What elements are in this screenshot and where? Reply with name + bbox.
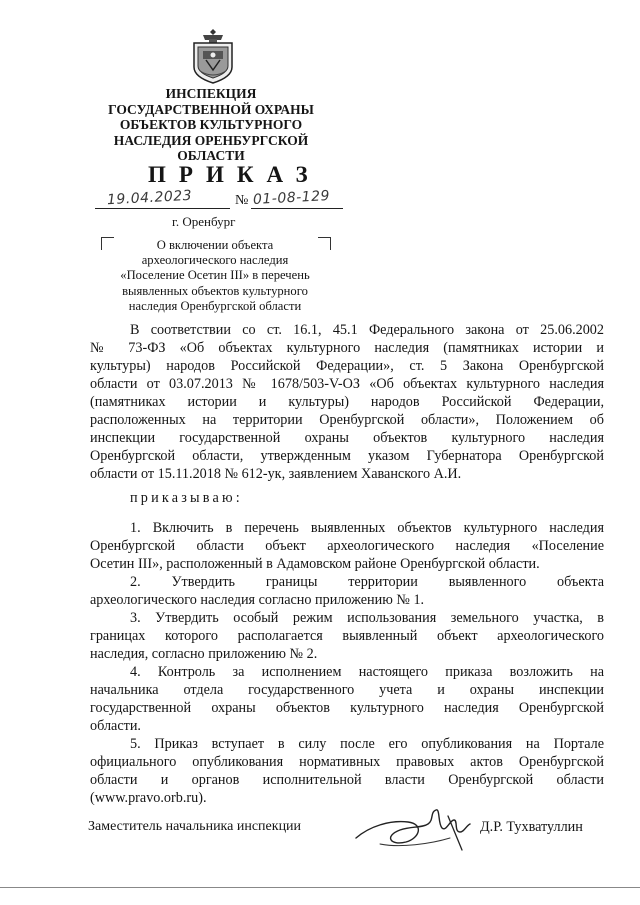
item-4-line: области.: [90, 718, 141, 734]
preamble-line: области от 03.07.2013 № 1678/503-V-ОЗ «Об объектах культурного наследия: [90, 376, 604, 392]
organization-name: [92, 86, 330, 164]
coat-of-arms-icon: [191, 27, 235, 85]
org-line: НАСЛЕДИЯ ОРЕНБУРГСКОЙ: [113, 132, 309, 148]
org-line: ГОСУДАРСТВЕННОЙ ОХРАНЫ: [108, 101, 314, 117]
item-4-line: 4. Контроль за исполнением настоящего приказа возложить на: [130, 664, 604, 680]
item-1-line: Осетин III», расположенный в Адамовском районе Оренбургской области.: [90, 556, 540, 572]
subject-block: [100, 238, 330, 314]
preamble-line: области от 15.11.2018 № 612-ук, заявлением Хаванского А.И.: [90, 466, 462, 482]
item-5-line: 5. Приказ вступает в силу после его опубликования на Портале: [130, 736, 604, 752]
subject-line: наследия Оренбургской области: [128, 298, 302, 313]
handwritten-signature: [350, 798, 480, 860]
item-3-line: границах которого располагается выявленный объект археологического: [90, 628, 604, 644]
document-date: 19.04.2023: [106, 187, 193, 209]
preamble-line: инспекции государственной охраны объектов культурного наследия: [90, 430, 604, 446]
item-1-line: Оренбургской области объект археологического наследия «Поселение: [90, 538, 604, 554]
number-underline: [251, 208, 343, 209]
item-2-line: 2. Утвердить границы территории выявленного объекта: [130, 574, 604, 590]
org-line: ОБЛАСТИ: [177, 148, 245, 164]
document-type: ПРИКАЗ: [148, 162, 321, 187]
order-word: приказываю:: [130, 490, 243, 506]
page-bottom-rule: [0, 887, 640, 888]
number-sign: №: [235, 193, 249, 208]
document-number: 01-08-129: [252, 187, 331, 209]
item-5-line: официального опубликования нормативных правовых актов Оренбургской: [90, 754, 604, 770]
preamble-line: № 73-ФЗ «Об объектах культурного наследия (памятниках истории и: [90, 340, 604, 356]
preamble-line: Оренбургской области, утвержденным указом Губернатора Оренбургской: [90, 448, 604, 464]
subject-line: выявленных объектов культурного: [122, 283, 308, 298]
preamble-line: культуры) народов Российской Федерации», ст. 5 Закона Оренбургской: [90, 358, 604, 374]
subject-line: «Поселение Осетин III» в перечень: [120, 268, 310, 283]
item-2-line: археологического наследия согласно приложению № 1.: [90, 592, 425, 608]
preamble-line: В соответствии со ст. 16.1, 45.1 Федерального закона от 25.06.2002: [130, 322, 604, 338]
city: г. Оренбург: [172, 214, 236, 229]
subject-line: археологического наследия: [141, 253, 289, 268]
preamble-line: расположенных на территории Оренбургской области», Положением об: [90, 412, 604, 428]
org-line: ИНСПЕКЦИЯ: [165, 86, 257, 101]
item-5-line: области и органов исполнительной власти Оренбургской области: [90, 772, 604, 788]
item-4-line: начальника отдела государственного учета и охраны инспекции: [90, 682, 604, 698]
item-4-line: государственной охраны объектов культурного наследия Оренбургской: [90, 700, 604, 716]
preamble-line: (памятниках истории и культуры) народов Российской Федерации,: [90, 394, 604, 410]
date-number-line: [85, 187, 345, 214]
item-3-line: 3. Утвердить особый режим использования земельного участка, в: [130, 610, 604, 626]
subject-line: О включении объекта: [156, 238, 274, 252]
item-1-line: 1. Включить в перечень выявленных объектов культурного наследия: [130, 520, 604, 536]
signer-position: Заместитель начальника инспекции: [88, 819, 302, 834]
item-5-line: (www.pravo.orb.ru).: [90, 790, 207, 806]
org-line: ОБЪЕКТОВ КУЛЬТУРНОГО: [119, 117, 303, 133]
date-underline: [95, 208, 230, 209]
item-3-line: наследия, согласно приложению № 2.: [90, 646, 318, 662]
signer-name: Д.Р. Тухватуллин: [480, 819, 583, 835]
